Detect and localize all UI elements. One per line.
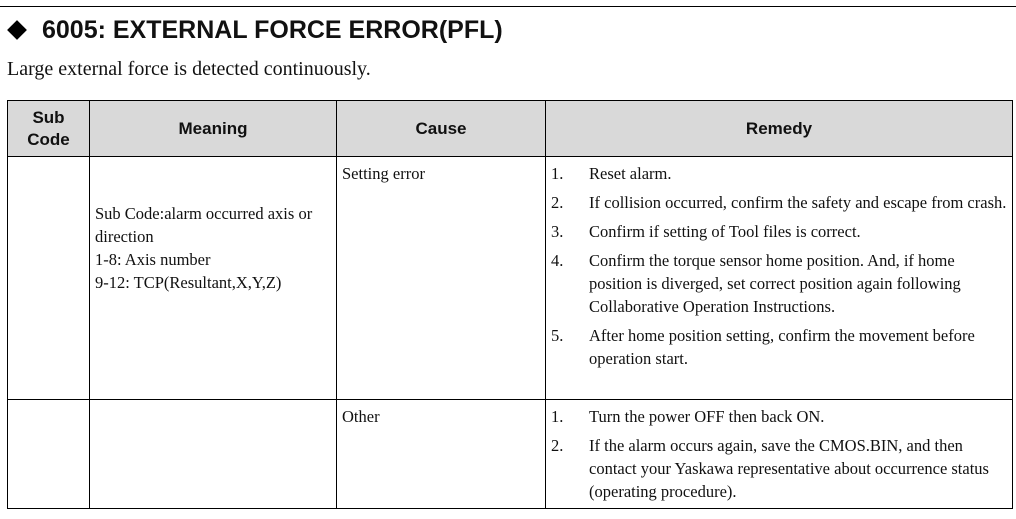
remedy-step: 1. Reset alarm. — [551, 164, 672, 183]
meaning-cell — [90, 157, 337, 400]
table-header-row — [8, 101, 1013, 157]
sub-code-cell — [8, 157, 90, 400]
meaning-cell — [90, 400, 337, 509]
alarm-description: Large external force is detected continuously. — [7, 58, 371, 80]
top-rule — [0, 6, 1016, 7]
col-header-cause: Cause — [337, 101, 546, 157]
remedy-step: 2. If collision occurred, confirm the safety and escape from crash. — [551, 193, 1007, 212]
meaning-line: Sub Code:alarm occurred axis or direction — [95, 203, 313, 246]
table-row — [8, 157, 1013, 400]
remedy-step: 4. Confirm the torque sensor home position. And, if home position is diverged, set correct position again following Collaborative Operation Instructions. — [551, 251, 961, 316]
remedy-list — [551, 405, 1008, 503]
table-row — [8, 400, 1013, 509]
remedy-cell — [546, 157, 1013, 400]
remedy-step: 1. Turn the power OFF then back ON. — [551, 407, 825, 426]
sub-code-cell — [8, 400, 90, 509]
col-header-remedy: Remedy — [546, 101, 1013, 157]
meaning-line: 1-8: Axis number — [95, 249, 211, 269]
remedy-cell — [546, 400, 1013, 509]
cause-cell: Setting error — [337, 157, 546, 400]
col-header-sub-code: Sub Code — [8, 101, 90, 157]
col-header-meaning: Meaning — [90, 101, 337, 157]
alarm-title: 6005: EXTERNAL FORCE ERROR(PFL) — [42, 15, 503, 44]
remedy-step: 3. Confirm if setting of Tool files is correct. — [551, 222, 861, 241]
alarm-table — [7, 100, 1013, 509]
cause-cell: Other — [337, 400, 546, 509]
remedy-step: 2. If the alarm occurs again, save the CMOS.BIN, and then contact your Yaskawa representative about occurrence status (operating procedure). — [551, 436, 989, 501]
diamond-bullet-icon — [7, 20, 27, 40]
remedy-list — [551, 162, 1008, 370]
alarm-heading — [6, 12, 503, 48]
meaning-line: 9-12: TCP(Resultant,X,Y,Z) — [95, 272, 282, 292]
remedy-step: 5. After home position setting, confirm the movement before operation start. — [551, 326, 975, 368]
